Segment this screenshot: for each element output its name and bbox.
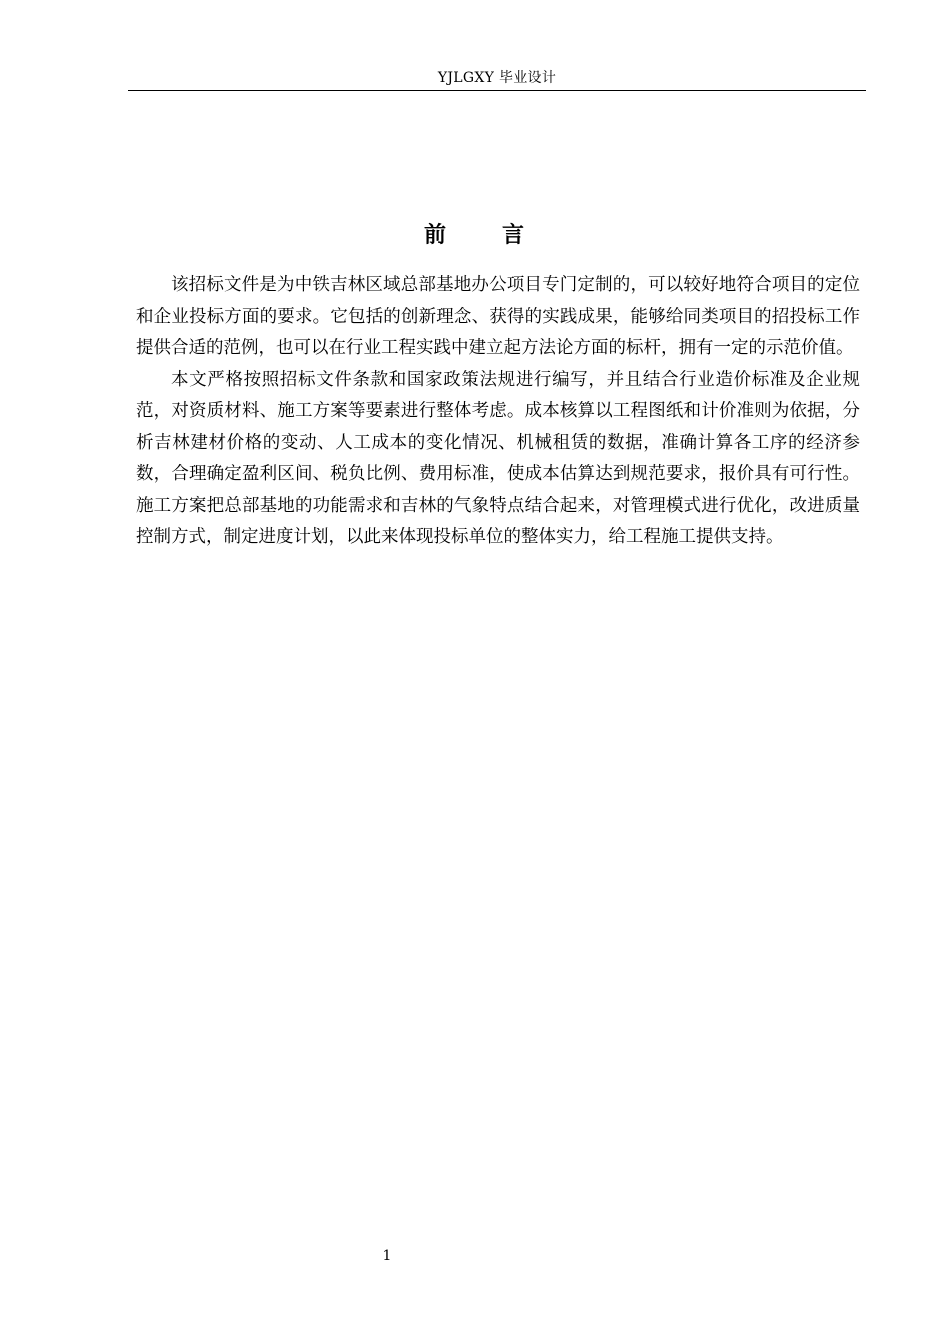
paragraph-1: 该招标文件是为中铁吉林区域总部基地办公项目专门定制的，可以较好地符合项目的定位和企业投标方面的要求。它包括的创新理念、获得的实践成果，能够给同类项目的招投标工作提供合适的范例，也可以在行业工程实践中建立起方法论方面的标杆，拥有一定的示范价值。 (136, 275, 860, 358)
page-header (128, 68, 866, 91)
header-text: YJLGXY 毕业设计 (437, 70, 557, 86)
title-char-1: 前 (423, 221, 448, 248)
page-title (0, 217, 950, 253)
title-char-2: 言 (502, 221, 527, 248)
paragraph-2: 本文严格按照招标文件条款和国家政策法规进行编写，并且结合行业造价标准及企业规范，对资质材料、施工方案等要素进行整体考虑。成本核算以工程图纸和计价准则为依据，分析吉林建材价格的变动、人工成本的变化情况、机械租赁的数据，准确计算各工序的经济参数，合理确定盈利区间、税负比例、费用标准，使成本估算达到规范要求，报价具有可行性。施工方案把总部基地的功能需求和吉林的气象特点结合起来，对管理模式进行优化，改进质量控制方式，制定进度计划，以此来体现投标单位的整体实力，给工程施工提供支持。 (136, 369, 860, 547)
page-number: 1 (382, 1248, 392, 1264)
document-body (136, 270, 860, 554)
